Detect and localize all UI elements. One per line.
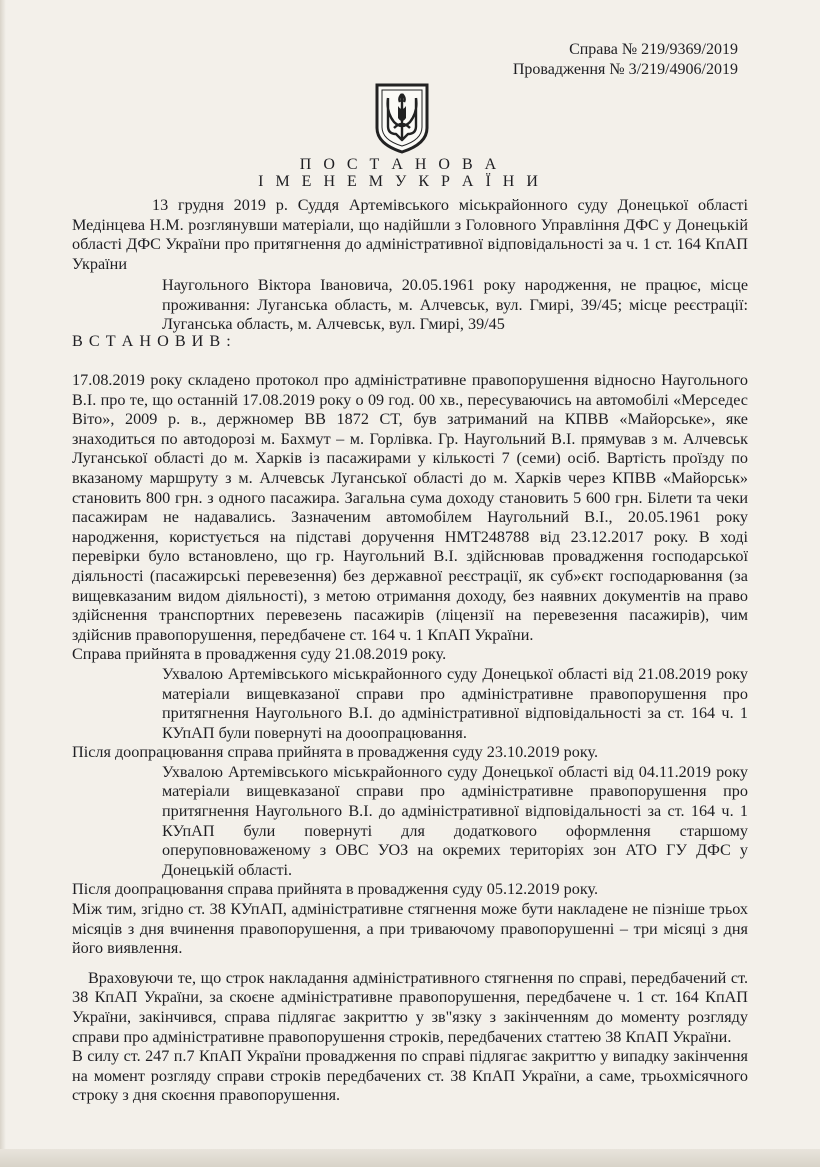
law-247-paragraph: В силу ст. 247 п.7 КпАП України провадження по справі підлягає закриттю у випадку закінчення на момент розгляду справи строків передбачених ст. 38 КпАП України, а саме, трьохмісячного строку з дня скоєння правопорушення.	[72, 1047, 748, 1105]
accepted-paragraph-1: Справа прийнята в провадження суду 21.08.2019 року.	[72, 645, 447, 664]
main-text	[72, 371, 748, 1106]
case-number: Справа № 219/9369/2019	[569, 41, 738, 58]
document-title: П О С Т А Н О В А	[299, 156, 501, 173]
proceeding-number: Провадження № 3/219/4906/2019	[512, 61, 738, 78]
accepted-paragraph-3: Після доопрацювання справа прийнята в провадження суду 05.12.2019 року.	[72, 880, 598, 899]
facts-paragraph: 17.08.2019 року складено протокол про адміністративне правопорушення відносно Наугольного В.І. про те, що останній 17.08.2019 року о 09 год. 00 хв., пересуваючись на автомобілі «Мерседес Віто», 2009 р. в., держномер ВВ 1872 СТ, був затриманий на КПВВ «Майорське», яке знаходиться по автодорозі м. Бахмут – м. Горлівка. Гр. Наугольний В.І. прямував з м. Алчевськ Луганської області до м. Харків із пасажирами у кількості 7 (семи) осіб. Вартість проїзду по вказаному маршруту з м. Алчевськ Луганської області до м. Харків через КПВВ «Майорськ» становить 800 грн. з одного пасажира. Загальна сума доходу становить 5 600 грн. Білети та чеки пасажирам не надавались. Зазначеним автомобілем Наугольний В.І., 20.05.1961 року народження, користується на підставі доручення НМТ248788 від 23.12.2017 року. В ході перевірки було встановлено, що гр. Наугольний В.І. здійснював провадження господарської діяльності (пасажирські перевезення) без державної реєстрації, як суб»єкт господарювання (за вищевказаним видом діяльності), з метою отримання доходу, без наявних документів на право здійснення транспортних перевезень пасажирів (ліцензії на перевезення пасажирів), чим здійснив правопорушення, передбачене ст. 164 ч. 1 КпАП України.	[72, 371, 748, 644]
intro-paragraph: 13 грудня 2019 р. Суддя Артемівського міськрайонного суду Донецької області Медінцева Н.М. розглянувши матеріали, що надійшли з Головного Управління ДФС у Донецькій області ДФС України про притягнення до адміністративної відповідальності за ч. 1 ст. 164 КпАП України	[72, 196, 748, 273]
ruling-paragraph-2: Ухвалою Артемівського міськрайонного суду Донецької області від 04.11.2019 року матеріали вищевказаної справи про адміністративне правопорушення про притягнення Наугольного В.І. до адміністративної відповідальності за ст. 164 ч. 1 КУпАП були повернуті для додаткового оформлення старшому оперуповноваженому з ОВС УОЗ на окремих територіях зон АТО ГУ ДФС у Донецькій області.	[162, 762, 748, 879]
document-subtitle: І М Е Н Е М У К Р А Ї Н И	[258, 173, 542, 190]
scan-bottom-edge	[0, 1149, 820, 1167]
accepted-paragraph-2: Після доопрацювання справа прийнята в провадження суду 23.10.2019 року.	[72, 743, 598, 762]
coat-of-arms-icon	[374, 82, 430, 154]
law-38-paragraph: Між тим, згідно ст. 38 КУпАП, адміністративне стягнення може бути накладене не пізніше трьох місяців з дня вчинення правопорушення, а при триваючому правопорушенні – три місяці з дня його виявлення.	[72, 900, 748, 958]
considering-paragraph: Враховуючи те, що строк накладання адміністративного стягнення по справі, передбачений ст. 38 КпАП України, за скоєне адміністративне правопорушення, передбачене ч. 1 ст. 164 КпАП України, закінчився, справа підлягає закриттю у зв"язку з закінченням до моменту розгляду справи про адміністративне правопорушення строків, передбачених статтею 38 КпАП України.	[72, 968, 748, 1046]
case-header	[513, 40, 738, 80]
ruling-paragraph-1: Ухвалою Артемівського міськрайонного суду Донецької області від 21.08.2019 року матеріали вищевказаної справи про адміністративне правопорушення про притягнення Наугольного В.І. до адміністративної відповідальності за ст. 164 ч. 1 КУпАП були повернуті на дооопрацювання.	[162, 664, 748, 742]
established-heading: В С Т А Н О В И В :	[72, 332, 232, 350]
person-block: Наугольного Віктора Івановича, 20.05.1961 року народження, не працює, місце проживання: Луганська область, м. Алчевськ, вул. Гмирі, 39/45; місце реєстрації: Луганська область, м. Алчевськ, вул. Гмирі, 39/45	[162, 276, 748, 334]
